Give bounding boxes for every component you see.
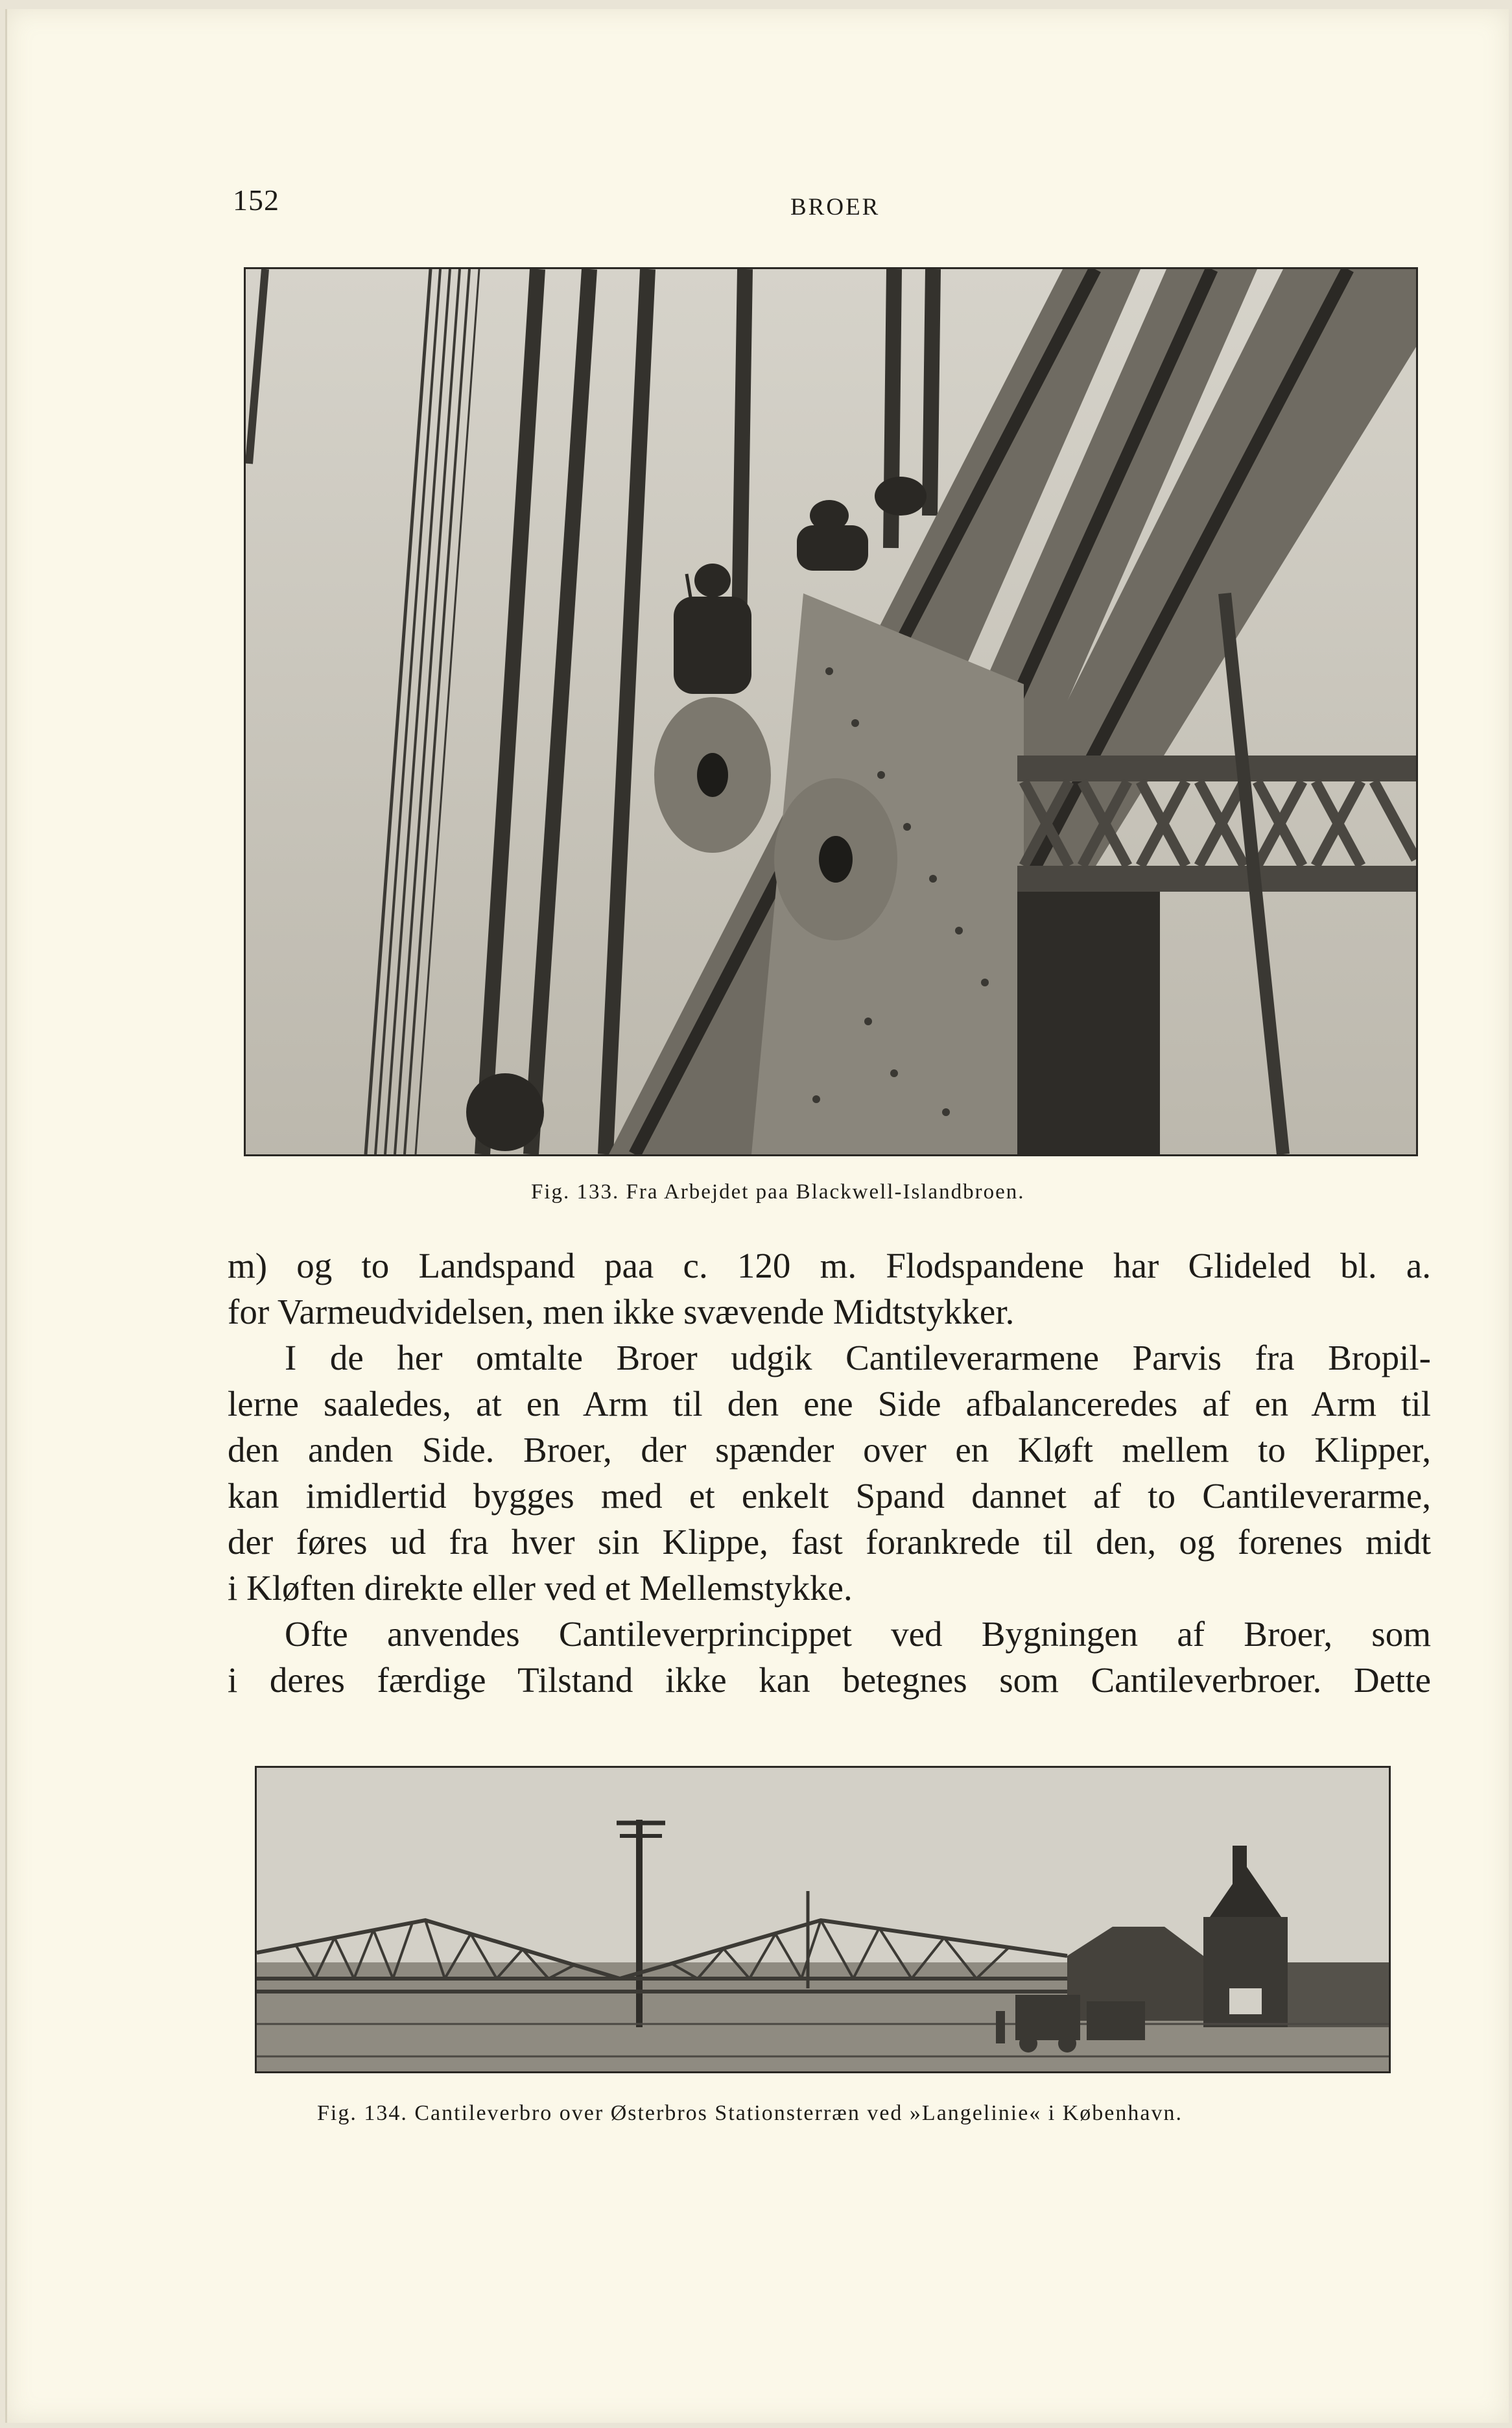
bridge-workers-photo: [246, 269, 1416, 1154]
paragraph-1: [228, 1243, 1431, 1335]
body-text: [228, 1243, 1431, 1703]
figure-133-photo: [244, 267, 1418, 1156]
text-line: i deres færdige Tilstand ikke kan betegnes som Cantileverbroer. Dette: [228, 1660, 1431, 1700]
book-page: [5, 9, 1509, 2423]
figure-133-caption: Fig. 133. Fra Arbejdet paa Blackwell-Islandbroen.: [531, 1180, 1025, 1204]
text-line: kan imidlertid bygges med et enkelt Spand dannet af to Cantileverarme,: [228, 1476, 1431, 1516]
page-number: 152: [233, 184, 279, 217]
running-title: BROER: [790, 194, 880, 220]
page-header: [233, 183, 1434, 235]
text-line: Ofte anvendes Cantileverprincippet ved Bygningen af Broer, som: [285, 1614, 1431, 1654]
text-line: m) og to Landspand paa c. 120 m. Flodspandene har Glideled bl. a.: [228, 1246, 1431, 1285]
text-line: der føres ud fra hver sin Klippe, fast forankrede til den, og forenes midt: [228, 1522, 1431, 1562]
figure-134-caption: Fig. 134. Cantileverbro over Østerbros Stationsterræn ved »Langelinie« i København.: [317, 2101, 1183, 2125]
cantilever-bridge-photo: [257, 1768, 1389, 2071]
paragraph-2: [228, 1335, 1431, 1611]
text-line: I de her omtalte Broer udgik Cantileverarmene Parvis fra Bropil-: [285, 1338, 1431, 1377]
figure-134-photo: [255, 1766, 1391, 2073]
text-line: for Varmeudvidelsen, men ikke svævende Midtstykker.: [228, 1292, 1015, 1331]
text-line: lerne saaledes, at en Arm til den ene Side afbalanceredes af en Arm til: [228, 1384, 1431, 1423]
text-line: den anden Side. Broer, der spænder over en Kløft mellem to Klipper,: [228, 1430, 1431, 1470]
paragraph-3: [228, 1611, 1431, 1703]
text-line: i Kløften direkte eller ved et Mellemstykke.: [228, 1568, 853, 1608]
